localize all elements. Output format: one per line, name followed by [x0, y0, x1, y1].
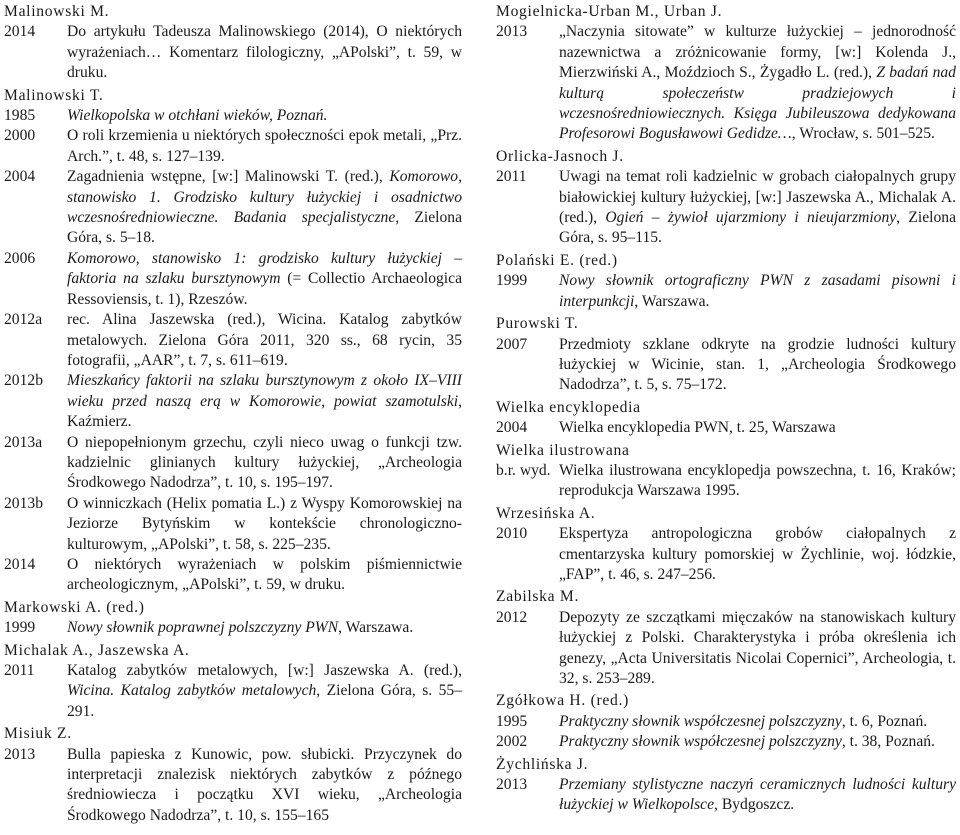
entry-text	[559, 271, 956, 312]
entry-text-part: Bulla papieska z Kunowic, pow. słubicki. Przyczynek do interpretacji znalezisk niektórych zabytków z późnego średniowiecza i początku XVI wieku, „Archeologia Środkowego Nadodrza”, t. 10, s. 155–165	[67, 745, 462, 824]
entry-year: 2013	[496, 23, 528, 41]
entry-text	[67, 167, 462, 249]
entry-year: 2013	[496, 776, 528, 794]
entry-year: 2004	[4, 168, 36, 186]
entry-text-part: O winniczkach (Helix pomatia L.) z Wyspy Komorowskiej na Jeziorze Bytyńskim w kontekście chronologiczno-kulturowym, „APolski”, t. 58, s. 225–235.	[67, 494, 462, 553]
entry-text	[67, 661, 462, 722]
entry-text-part: Wielka ilustrowana encyklopedja powszechna, t. 16, Kraków; reprodukcja Warszawa 1995.	[559, 461, 956, 500]
bibliography-entry	[4, 167, 462, 249]
entry-year: 1995	[496, 712, 528, 730]
bibliography-entry	[496, 418, 956, 438]
author-heading: Purowski T.	[496, 315, 579, 333]
entry-text-part: O niepopełnionym grzechu, czyli nieco uwag o funkcji tzw. kadzielnic glinianych kultury łużyckiej, „Archeologia Środkowego Nadodrza”, t. 10, s. 195–197.	[67, 433, 462, 492]
entry-year: 2011	[4, 662, 35, 679]
entry-year: 2010	[496, 525, 528, 543]
entry-text-part: , Bydgoszcz.	[714, 796, 795, 814]
entry-text	[67, 310, 462, 371]
entry-text-part: Zagadnienia wstępne, [w:] Malinowski T. (red.),	[67, 168, 390, 186]
entry-year: 2006	[4, 249, 36, 267]
entry-year: 2012a	[4, 311, 43, 329]
entry-year: 2002	[496, 733, 528, 751]
entry-year: 2014	[4, 23, 36, 41]
entry-title-italic: Mieszkańcy faktorii na szlaku bursztynowym z około IX–VIII wieku przed naszą erą w Komorowie, powiat szamotulski	[67, 372, 462, 410]
entry-text-part: , Warszawa.	[338, 619, 414, 637]
entry-text-part: , Zielona Góra, s. 5–18.	[67, 209, 462, 247]
author-heading: Mogielnicka-Urban M., Urban J.	[496, 3, 723, 20]
entry-text	[559, 524, 956, 585]
entry-text-part: , Zielona Góra, s. 55–291.	[67, 682, 462, 720]
entry-title-italic: Komorowo, stanowisko 1: grodzisko kultury łużyckiej – faktoria na szlaku bursztynowym	[67, 249, 462, 288]
entry-text-part: , Zielona Góra, s. 95–115.	[559, 209, 956, 247]
bibliography-entry	[496, 732, 956, 752]
entry-text	[67, 22, 462, 83]
entry-text	[67, 618, 462, 638]
entry-text-part: (= Collectio Archaeologica Ressoviensis, t. 1), Rzeszów.	[67, 270, 462, 308]
entry-text-part: Przedmioty szklane odkryte na grodzie ludności kultury łużyckiej w Wicinie, stan. 1, „Archeologia Środkowego Nadodrza”, t. 5, s. 75–172.	[559, 335, 956, 394]
bibliography-entry	[4, 745, 462, 827]
entry-text	[67, 433, 462, 494]
entry-text	[559, 167, 956, 249]
entry-year: 2013a	[4, 433, 43, 451]
bibliography-entry	[496, 167, 956, 249]
entry-text	[67, 106, 462, 126]
entry-title-italic: Komorowo, stanowisko 1. Grodzisko kultury łużyckiej i osadnictwo wczesnośredniowieczne. Badania specjalistyczne	[67, 168, 462, 227]
bibliography-entry	[496, 461, 956, 502]
entry-year: 2012b	[4, 372, 43, 390]
entry-title-italic: Praktyczny słownik współczesnej polszczyzny	[559, 712, 842, 730]
author-heading: Zgółkowa H. (red.)	[496, 692, 629, 710]
entry-title-italic: Nowy słownik ortograficzny PWN z zasadami pisowni i interpunkcji	[559, 272, 956, 310]
bibliography-entry	[496, 775, 956, 816]
bibliography-entry	[4, 433, 462, 494]
entry-text-part: Katalog zabytków metalowych, [w:] Jaszewska A. (red.),	[67, 662, 462, 679]
bibliography-entry	[496, 712, 956, 732]
bibliography-entry	[496, 524, 956, 585]
entry-year: 2013b	[4, 494, 43, 512]
author-heading: Michalak A., Jaszewska A.	[4, 641, 190, 659]
bibliography-entry	[4, 310, 462, 371]
bibliography-entry	[4, 22, 462, 83]
entry-text	[559, 608, 956, 690]
entry-title-italic: Wielkopolska w otchłani wieków, Poznań.	[67, 107, 328, 125]
entry-year: 1999	[496, 272, 528, 290]
entry-title-italic: Z badań nad kulturą społeczeństw pradziejowych i wczesnośredniowiecznych. Księga Jubileuszowa dedykowana Profesorowi Bogusławowi Gedidze…	[559, 64, 956, 143]
entry-text	[559, 712, 956, 732]
entry-text-part: O roli krzemienia u niektórych społeczności epok metali, „Prz. Arch.”, t. 48, s. 127–139.	[67, 127, 462, 165]
author-heading: Polański E. (red.)	[496, 251, 618, 269]
bibliography-entry	[496, 608, 956, 690]
bibliography-entry	[496, 271, 956, 312]
entry-title-italic: Wicina. Katalog zabytków metalowych	[67, 682, 317, 700]
author-heading: Wielka encyklopedia	[496, 398, 641, 416]
entry-year: 2014	[4, 555, 36, 573]
author-heading: Misiuk Z.	[4, 725, 72, 743]
entry-text-part: Wielka encyklopedia PWN, t. 25, Warszawa	[559, 419, 836, 437]
author-heading: Wielka ilustrowana	[496, 441, 630, 459]
entry-text-part: Do artykułu Tadeusza Malinowskiego (2014), O niektórych wyrażeniach… Komentarz filologiczny, „APolski”, t. 59, w druku.	[67, 23, 462, 82]
author-heading: Malinowski T.	[4, 86, 104, 104]
entry-text-part: rec. Alina Jaszewska (red.), Wicina. Katalog zabytków metalowych. Zielona Góra 2011, 320 ss., 68 rycin, 35 fotografii, „AAR”, t. 7, s. 611–619.	[67, 311, 462, 369]
author-heading: Wrzesińska A.	[496, 504, 596, 522]
entry-text-part: Ekspertyza antropologiczna grobów ciałopalnych z cmentarzyska kultury pomorskiej w Żychlinie, woj. łódzkie, „FAP”, t. 46, s. 247–256.	[559, 525, 956, 583]
entry-text-part: Uwagi na temat roli kadzielnic w grobach ciałopalnych grupy białowickiej kultury łużyckiej, [w:] Jaszewska A., Michalak A. (red.),	[559, 168, 956, 227]
entry-year: 2013	[4, 745, 36, 763]
entry-text	[67, 371, 462, 432]
author-heading: Malinowski M.	[4, 3, 110, 20]
entry-text	[67, 126, 462, 167]
entry-text	[67, 249, 462, 310]
entry-year: b.r. wyd.	[496, 461, 551, 479]
author-heading: Orlicka-Jasnoch J.	[496, 147, 624, 165]
entry-text	[67, 745, 462, 827]
bibliography-entry	[4, 661, 462, 722]
bibliography-entry	[4, 371, 462, 432]
entry-title-italic: Ogień – żywioł ujarzmiony i nieujarzmiony	[605, 209, 897, 227]
bibliography-entry	[4, 494, 462, 555]
entry-year: 2004	[496, 419, 528, 437]
left-column	[4, 0, 462, 826]
entry-year: 2011	[496, 168, 527, 186]
entry-title-italic: Przemiany stylistyczne naczyń ceramicznych ludności kultury łużyckiej w Wielkopolsce	[559, 776, 956, 814]
entry-year: 2000	[4, 127, 36, 145]
entry-year: 1999	[4, 619, 36, 637]
bibliography-entry	[4, 126, 462, 167]
entry-text-part: , t. 6, Poznań.	[841, 712, 928, 730]
entry-text-part: , t. 38, Poznań.	[841, 733, 935, 751]
entry-text	[559, 775, 956, 816]
entry-text	[67, 555, 462, 596]
author-heading: Markowski A. (red.)	[4, 598, 145, 616]
entry-text	[559, 335, 956, 396]
entry-text-part: , Kaźmierz.	[67, 392, 462, 431]
entry-text	[67, 494, 462, 555]
author-heading: Zabilska M.	[496, 588, 580, 606]
author-heading: Żychlińska J.	[496, 755, 589, 773]
entry-text-part: , Warszawa.	[634, 292, 710, 310]
bibliography-entry	[496, 22, 956, 144]
entry-text	[559, 732, 956, 752]
entry-year: 2007	[496, 335, 528, 353]
entry-title-italic: Nowy słownik poprawnej polszczyzny PWN	[67, 619, 339, 637]
entry-text-part: „Naczynia sitowate” w kulturze łużyckiej – jednorodność nazewnictwa a zróżnicowanie formy, [w:] Kolenda J., Mierzwiński A., Moździoch S., Żygadło L. (red.),	[559, 23, 956, 82]
entry-text	[559, 22, 956, 144]
bibliography-entry	[4, 106, 462, 126]
bibliography-entry	[4, 618, 462, 638]
entry-year: 1985	[4, 107, 36, 125]
entry-text-part: O niektórych wyrażeniach w polskim piśmiennictwie archeologicznym, „APolski”, t. 59, w druku.	[67, 555, 462, 594]
entry-text	[559, 461, 956, 502]
entry-year: 2012	[496, 608, 528, 626]
entry-title-italic: Praktyczny słownik współczesnej polszczyzny	[559, 733, 842, 751]
bibliography-entry	[4, 249, 462, 310]
entry-text-part: Depozyty ze szczątkami mięczaków na stanowiskach kultury łużyckiej z Polski. Charakterystyka i próba określenia ich genezy, „Acta Universitatis Nicolai Copernici”, Archeologia, t. 32, s. 253–289.	[559, 608, 956, 687]
bibliography-entry	[4, 555, 462, 596]
entry-text-part: , Wrocław, s. 501–525.	[791, 125, 935, 143]
right-column	[496, 0, 956, 816]
entry-text	[559, 418, 956, 438]
bibliography-entry	[496, 335, 956, 396]
